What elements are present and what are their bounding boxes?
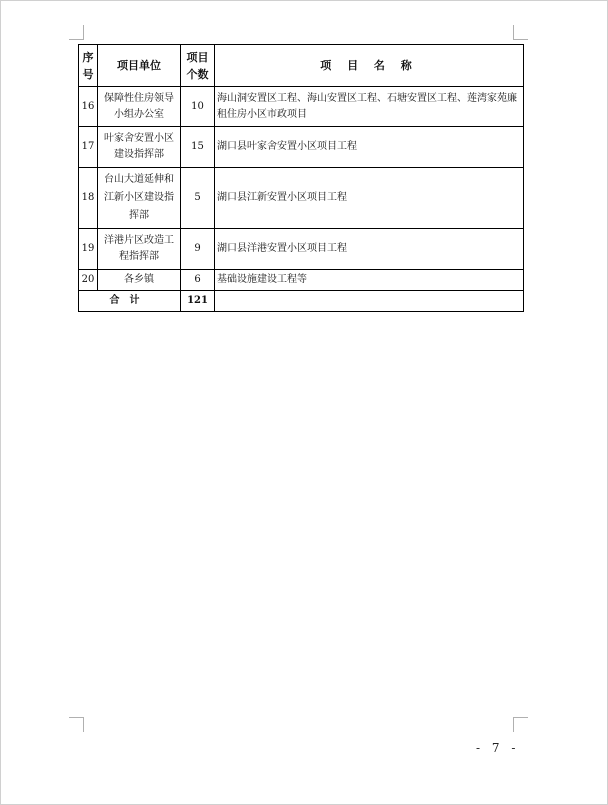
cell-count: 6 <box>181 270 215 291</box>
header-name: 项 目 名 称 <box>215 45 524 87</box>
table-row <box>79 270 524 291</box>
cell-seq: 17 <box>79 127 98 168</box>
table-row <box>79 229 524 270</box>
margin-mark-top-left <box>69 25 84 40</box>
project-table <box>78 44 524 312</box>
header-unit: 项目单位 <box>98 45 181 87</box>
cell-seq: 20 <box>79 270 98 291</box>
page-number: - 7 - <box>476 741 520 755</box>
table-row <box>79 168 524 229</box>
cell-count: 10 <box>181 87 215 127</box>
total-name <box>215 291 524 312</box>
cell-seq: 18 <box>79 168 98 229</box>
cell-unit: 各乡镇 <box>98 270 181 291</box>
cell-name: 湖口县江新安置小区项目工程 <box>215 168 524 229</box>
cell-unit: 洋港片区改造工程指挥部 <box>98 229 181 270</box>
cell-unit: 叶家舍安置小区建设指挥部 <box>98 127 181 168</box>
table-row <box>79 87 524 127</box>
cell-name: 基础设施建设工程等 <box>215 270 524 291</box>
total-count: 121 <box>181 291 215 312</box>
margin-mark-top-right <box>513 25 528 40</box>
cell-unit: 保障性住房领导小组办公室 <box>98 87 181 127</box>
cell-name: 湖口县洋港安置小区项目工程 <box>215 229 524 270</box>
cell-name: 海山洞安置区工程、海山安置区工程、石塘安置区工程、莲湾家苑廉租住房小区市政项目 <box>215 87 524 127</box>
cell-unit: 台山大道延伸和江新小区建设指挥部 <box>98 168 181 229</box>
header-count: 项目个数 <box>181 45 215 87</box>
cell-seq: 19 <box>79 229 98 270</box>
cell-name: 湖口县叶家舍安置小区项目工程 <box>215 127 524 168</box>
table-total-row <box>79 291 524 312</box>
cell-seq: 16 <box>79 87 98 127</box>
margin-mark-bottom-right <box>513 717 528 732</box>
table-row <box>79 127 524 168</box>
total-label: 合计 <box>79 291 181 312</box>
cell-count: 15 <box>181 127 215 168</box>
margin-mark-bottom-left <box>69 717 84 732</box>
cell-count: 5 <box>181 168 215 229</box>
header-seq: 序号 <box>79 45 98 87</box>
table-header-row <box>79 45 524 87</box>
cell-count: 9 <box>181 229 215 270</box>
